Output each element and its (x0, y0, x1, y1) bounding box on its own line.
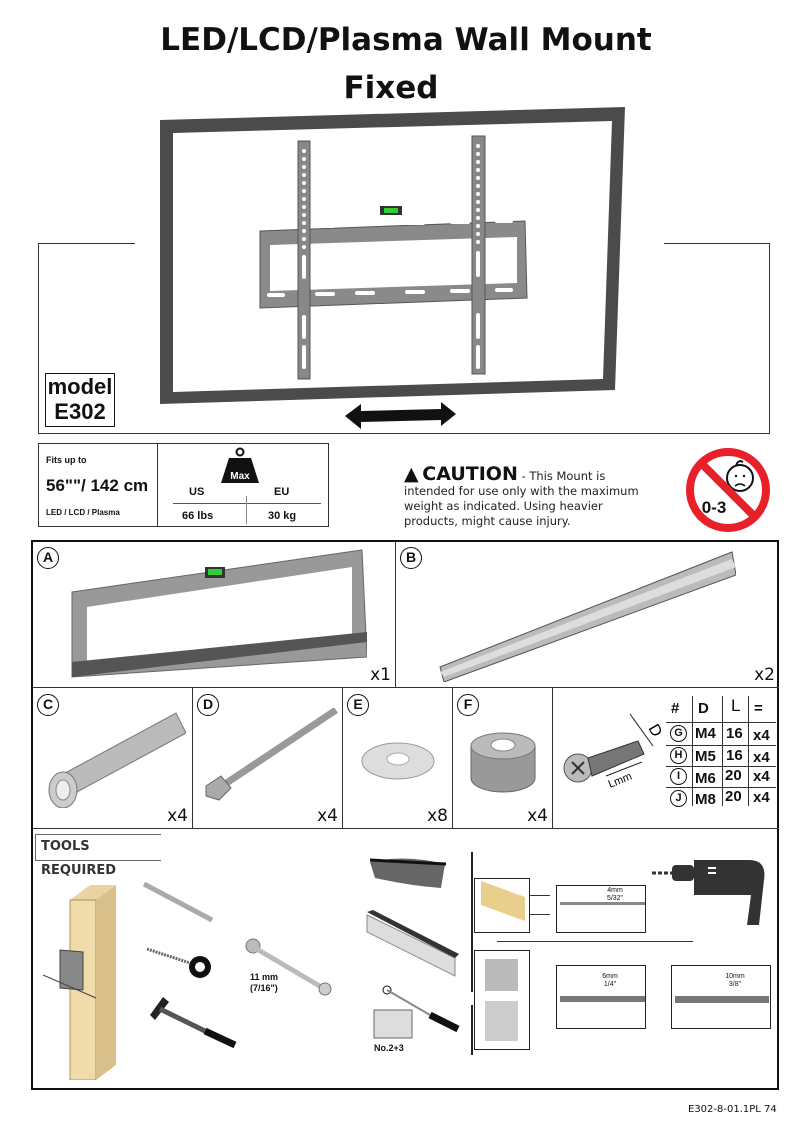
max-size: 56""/ 142 cm (46, 476, 149, 495)
concrete-block-icon (485, 959, 518, 991)
wood-drill-in: 5/32" (606, 895, 624, 902)
wrench-size-mm: 11 mm (250, 972, 279, 982)
part-b-qty: x2 (754, 665, 775, 685)
screw-h-l: 16 (726, 747, 743, 764)
table-vline-1 (692, 696, 693, 806)
table-header-qty: = (754, 700, 763, 717)
display-types: LED / LCD / Plasma (46, 508, 120, 517)
hero-frame-right-side (769, 243, 770, 434)
screw-j-l: 20 (725, 788, 742, 805)
part-f-qty: x4 (527, 806, 548, 826)
tools-divider-bottom (471, 1005, 473, 1055)
table-hline-2 (666, 745, 776, 746)
model-badge (45, 373, 115, 427)
weight-icon-label: Max (230, 471, 250, 482)
screw-i-d: M6 (695, 770, 716, 787)
tools-required-label: TOOLS REQUIRED (35, 834, 161, 861)
hero-frame-left-side (38, 243, 39, 434)
part-e-badge: E (347, 694, 369, 716)
screw-g-d: M4 (695, 725, 716, 742)
machine-screw-diagram (558, 706, 670, 806)
screwdriver-icon (370, 985, 465, 1045)
part-a-qty: x1 (370, 665, 391, 685)
warning-triangle-icon: ▲ (404, 463, 419, 485)
screw-i-qty: x4 (753, 768, 770, 785)
wood-block-icon (481, 881, 525, 921)
spirit-level-icon (365, 910, 460, 980)
weight-us: 66 lbs (182, 510, 214, 522)
table-vline-2 (722, 696, 723, 806)
part-a-cell (33, 542, 396, 688)
screw-g-l: 16 (726, 725, 743, 742)
screw-i-l: 20 (725, 767, 742, 784)
page-title: LED/LCD/Plasma Wall Mount (160, 22, 652, 58)
vertical-bracket-illustration (436, 547, 736, 682)
specs-vline (246, 496, 247, 524)
lag-bolt-illustration (201, 708, 339, 803)
caution-notice (404, 463, 644, 529)
model-number: E302 (54, 399, 106, 424)
col-us: US (189, 486, 205, 498)
col-eu: EU (274, 486, 290, 498)
power-drill-icon (652, 855, 772, 925)
footer-code: E302-8-01.1PL 74 (688, 1104, 777, 1115)
washer-illustration (358, 736, 438, 786)
tape-measure-icon (145, 945, 215, 980)
drill-bit-6mm-icon (560, 996, 645, 1002)
part-e-qty: x8 (427, 806, 448, 826)
horizontal-arrow-icon (345, 402, 457, 430)
screw-h-qty: x4 (753, 749, 770, 766)
concrete-10mm-label: 10mm (725, 973, 745, 980)
table-hline-1 (666, 722, 776, 723)
specs-hline (173, 503, 321, 504)
hollow-block-icon (485, 1001, 518, 1041)
concrete-material-box (474, 950, 530, 1050)
part-c-badge: C (37, 694, 59, 716)
screw-j-qty: x4 (753, 789, 770, 806)
drill-bit-10mm-icon (675, 996, 769, 1003)
table-hline-4 (666, 787, 776, 788)
table-header-hash: # (671, 700, 680, 717)
caution-text: - This Mount is intended for use only with the maximum weight as indicated. Using heavier products, might cause injury. (404, 469, 639, 528)
hero-frame-bottom (38, 433, 770, 434)
screw-g-qty: x4 (753, 727, 770, 744)
part-d-qty: x4 (317, 806, 338, 826)
specs-box (38, 443, 329, 527)
page-subtitle: Fixed (343, 70, 439, 106)
specs-divider (157, 444, 158, 526)
screw-j-d: M8 (695, 791, 716, 808)
arrow-right-icon (530, 895, 550, 915)
wood-material-box (474, 878, 530, 933)
screw-j-badge: J (670, 790, 687, 807)
screwdriver-size: No.2+3 (374, 1043, 404, 1053)
concrete-10mm-in: 3/8" (728, 981, 742, 988)
table-header-l: L (731, 696, 741, 715)
hammer-icon (145, 995, 240, 1050)
screw-g-badge: G (670, 725, 687, 742)
part-c-cell (33, 688, 193, 829)
screw-h-badge: H (670, 747, 687, 764)
wall-anchor-illustration (41, 708, 186, 808)
screw-h-d: M5 (695, 748, 716, 765)
model-label: model (47, 374, 113, 399)
wood-drill-mm: 4mm (607, 887, 623, 894)
part-a-badge: A (37, 547, 59, 569)
part-d-cell (193, 688, 343, 829)
pencil-icon (140, 880, 215, 925)
table-header-d: D (698, 700, 709, 717)
weight-eu: 30 kg (268, 510, 297, 522)
part-f-cell (453, 688, 553, 829)
wrench-size-in: (7/16") (250, 983, 278, 993)
concrete-6mm-label: 6mm (602, 973, 618, 980)
spacer-illustration (463, 726, 543, 796)
part-d-badge: D (197, 694, 219, 716)
part-b-badge: B (400, 547, 422, 569)
hero-frame-left-top (38, 243, 135, 244)
table-hline-3 (666, 766, 776, 767)
part-f-badge: F (457, 694, 479, 716)
stud-finder-illustration (38, 880, 128, 1080)
caution-heading: CAUTION (422, 463, 518, 485)
no-children-0-3-icon (684, 446, 772, 534)
tools-divider-top (471, 852, 473, 992)
safety-glasses-icon (368, 850, 448, 895)
screw-i-badge: I (670, 768, 687, 785)
weight-icon (219, 447, 261, 485)
screw-cell (553, 688, 779, 829)
length-label: Lmm (606, 770, 634, 791)
age-label: 0-3 (701, 498, 727, 517)
drill-section-divider (497, 941, 693, 942)
diameter-label: D (644, 721, 666, 741)
wall-plate-illustration (67, 547, 367, 679)
table-vline-3 (748, 696, 749, 806)
part-c-qty: x4 (167, 806, 188, 826)
part-b-cell (396, 542, 779, 688)
tv-mount-illustration (155, 103, 625, 433)
hero-frame-right-top (664, 243, 770, 244)
fits-label: Fits up to (46, 455, 87, 465)
part-e-cell (343, 688, 453, 829)
concrete-6mm-in: 1/4" (603, 981, 617, 988)
